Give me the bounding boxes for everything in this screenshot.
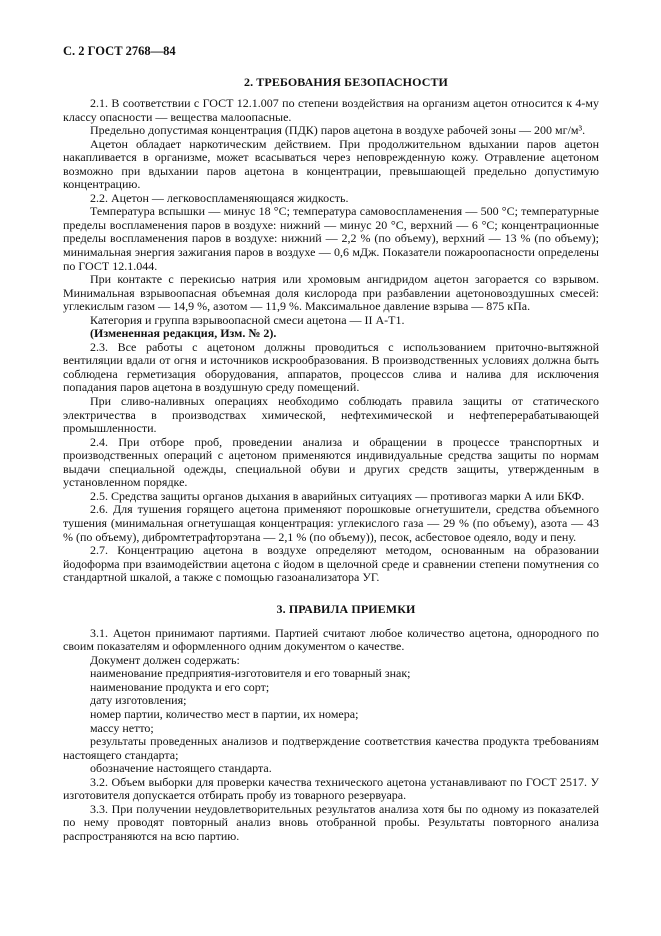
list-item: массу нетто;	[90, 720, 154, 735]
paragraph-2-7: 2.7. Концентрацию ацетона в воздухе определяют методом, основанным на образовании йодоформа при взаимодействии ацетона с йодом в щелочной среде и сравнении степени помутнения со стандартной шкалой, а также с помощью газоанализатора УГ.	[63, 543, 599, 585]
paragraph-static-electricity: При сливо-наливных операциях необходимо соблюдать правила защиты от статического электричества в производствах химической, нефтехимической и нефтеперерабатывающей промышленности.	[63, 394, 599, 436]
paragraph-3-3: 3.3. При получении неудовлетворительных результатов анализа хотя бы по одному из показателей по нему проводят повторный анализ вновь отобранной пробы. Результаты повторного анализа распространяются на всю партию.	[63, 801, 599, 843]
section-safety-requirements	[63, 75, 599, 585]
paragraph-2-6: 2.6. Для тушения горящего ацетона применяют порошковые огнетушители, средства объемного тушения (минимальная огнетушащая концентрация: углекислого газа — 29 % (по объему), азота — 43 % (по объему), дибромтетрафторэтана — 2,1 % (по объему)), песок, асбестовое одеяло, воду и пену.	[63, 502, 599, 544]
list-item: результаты проведенных анализов и подтверждение соответствия качества продукта требованиям настоящего стандарта;	[63, 734, 599, 762]
list-item: наименование продукта и его сорт;	[90, 679, 270, 694]
running-head: С. 2 ГОСТ 2768—84	[63, 44, 176, 58]
section-title: 3. ПРАВИЛА ПРИЕМКИ	[276, 601, 416, 616]
paragraph-pdk: Предельно допустимая концентрация (ПДК) паров ацетона в воздухе рабочей зоны — 200 мг/м³.	[90, 123, 586, 138]
paragraph-3-2: 3.2. Объем выборки для проверки качества технического ацетона устанавливают по ГОСТ 2517. У изготовителя допускается отбирать пробу из товарного резервуара.	[63, 774, 599, 803]
amendment-note: (Измененная редакция, Изм. № 2).	[90, 326, 277, 341]
paragraph-2-5: 2.5. Средства защиты органов дыхания в аварийных ситуациях — противогаз марки А или БКФ.	[90, 488, 585, 503]
paragraph-document-contents: Документ должен содержать:	[90, 652, 240, 667]
section-acceptance-rules	[63, 602, 599, 844]
paragraph-2-3: 2.3. Все работы с ацетоном должны проводиться с использованием приточно-вытяжной вентиляции вдали от огня и источников искрообразования. В производственных условиях должна быть соблюдена герметизация оборудования, аппаратов, процессов слива и налива для исключения попадания паров ацетона в воздушную среду помещений.	[63, 339, 599, 395]
section-title: 2. ТРЕБОВАНИЯ БЕЗОПАСНОСТИ	[243, 75, 448, 89]
paragraph-2-4: 2.4. При отборе проб, проведении анализа и обращении в процессе транспортных и производственных операций с ацетоном применяются индивидуальные средства защиты по нормам выдачи специальной одежды, специальной обуви и других средств защиты, утвержденным в установленном порядке.	[63, 434, 599, 490]
list-item: обозначение настоящего стандарта.	[90, 761, 272, 776]
list-item: дату изготовления;	[90, 693, 187, 708]
paragraph-2-2: 2.2. Ацетон — легковоспламеняющаяся жидкость.	[90, 190, 349, 205]
paragraph-flash-point: Температура вспышки — минус 18 °С; температура самовоспламенения — 500 °С; температурные пределы воспламенения паров в воздухе: нижний — минус 20 °С, верхний — 6 °С; концентрационные пределы воспламенения паров в воздухе: нижний — 2,2 % (по объему), верхний — 13 % (по объему); минимальная энергия зажигания паров в воздухе — 0,6 мДж. Показатели пожароопасности определены по ГОСТ 12.1.044.	[63, 204, 599, 273]
paragraph-category: Категория и группа взрывоопасной смеси ацетона — II А-Т1.	[90, 312, 405, 327]
document-page	[63, 44, 599, 843]
paragraph-narcotic-effect: Ацетон обладает наркотическим действием. При продолжительном вдыхании паров ацетон накапливается в организме, может всасываться через неповрежденную кожу. Отравление ацетоном возможно при вдыхании паров ацетона в концентрации, превышающей предельно допустимую концентрацию.	[63, 136, 599, 192]
paragraph-2-1: 2.1. В соответствии с ГОСТ 12.1.007 по степени воздействия на организм ацетон относится к 4-му классу опасности — вещества малоопасные.	[63, 96, 599, 124]
list-item: наименование предприятия-изготовителя и его товарный знак;	[90, 666, 411, 681]
paragraph-explosion: При контакте с перекисью натрия или хромовым ангидридом ацетон загорается со взрывом. Минимальная взрывоопасная объемная доля кислорода при разбавлении ацетоновоздушных смесей: углекислым газом — 14,9 %, азотом — 11,9 %. Максимальное давление взрыва — 875 кПа.	[63, 272, 599, 314]
list-item: номер партии, количество мест в партии, их номера;	[90, 706, 359, 721]
paragraph-3-1: 3.1. Ацетон принимают партиями. Партией считают любое количество ацетона, однородного по своим показателям и оформленного одним документом о качестве.	[63, 625, 599, 654]
